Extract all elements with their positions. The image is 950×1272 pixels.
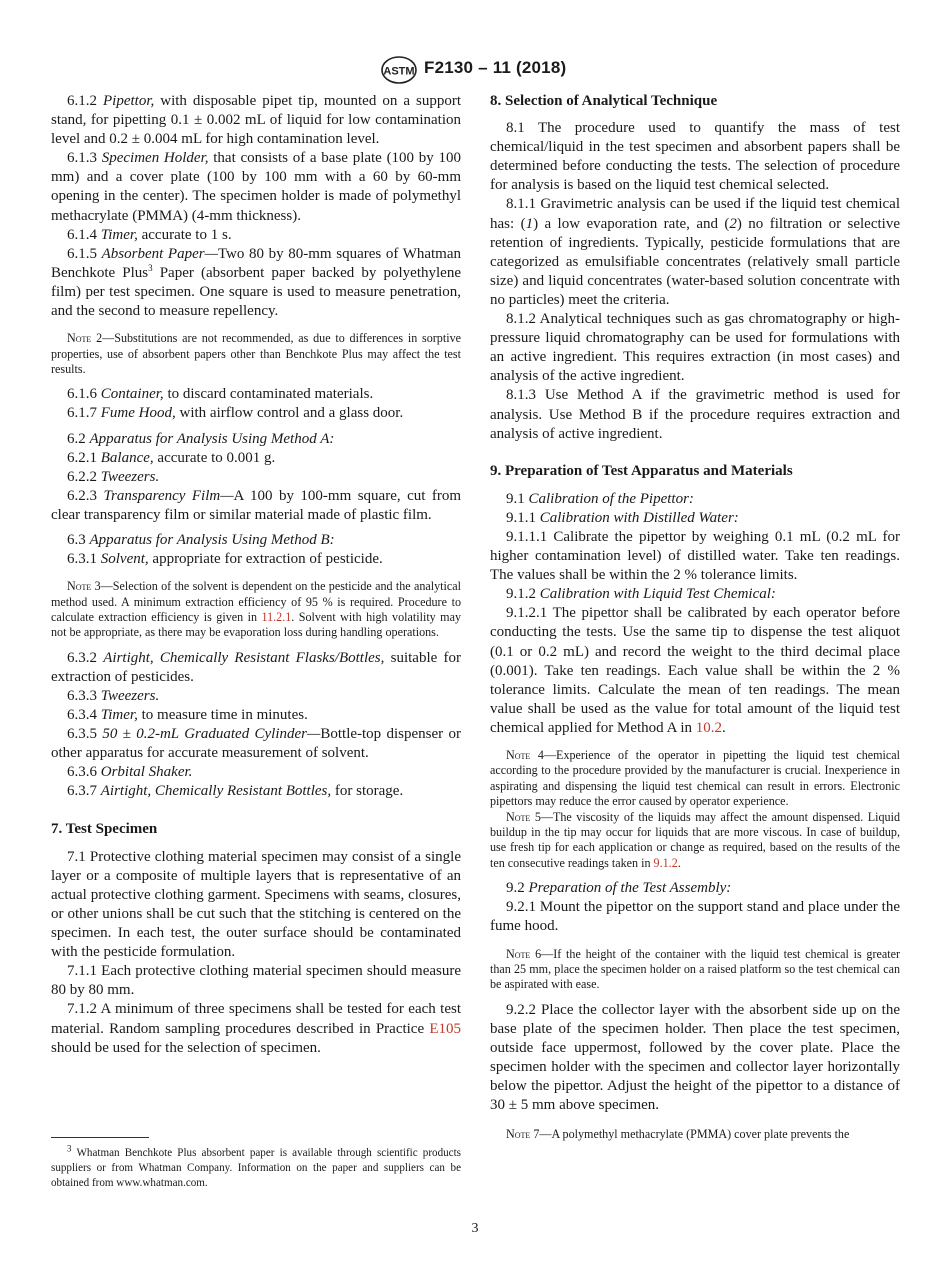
section-7-heading: 7. Test Specimen bbox=[51, 820, 158, 837]
para-6-2-3: 6.2.3 Transparency Film—A 100 by 100-mm square, cut from clear transparency film or similar material made of plastic film. bbox=[51, 487, 462, 523]
para-6-1-2: 6.1.2 Pipettor, with disposable pipet tip, mounted on a support stand, for pipetting 0.1 ± 0.002 mL of liquid for low contamination level and 0.2 ± 0.004 mL for high contamination level. bbox=[51, 93, 462, 148]
para-8-1: 8.1 The procedure used to quantify the mass of test chemical/liquid in the test specimen and absorbent papers shall be determined before conducting the tests. The selection of procedure for analysis is based on the liquid test chemical selected. bbox=[490, 120, 900, 194]
note-3: Note 3—Selection of the solvent is dependent on the pesticide and the analytical method used. A minimum extraction efficiency of 95 % is required. Procedure to calculate extraction efficiency is given in 11.2.1. Solvent with high volatility may not be appropriate, as there may be evaporation loss during handling operations. bbox=[51, 579, 461, 640]
para-6-3-6: 6.3.6 Orbital Shaker. bbox=[67, 764, 193, 781]
note-2: Note 2—Substitutions are not recommended, as due to differences in sorptive properties, use of absorbent papers other than Benchkote Plus may affect the test results. bbox=[51, 331, 461, 376]
note-7: Note 7—A polymethyl methacrylate (PMMA) cover plate prevents the bbox=[506, 1127, 850, 1142]
right-column bbox=[490, 92, 900, 1151]
para-6-1-6: 6.1.6 Container, to discard contaminated materials. bbox=[67, 386, 374, 403]
link-11-2-1[interactable]: 11.2.1 bbox=[261, 610, 292, 624]
para-9-1-2-1: 9.1.2.1 The pipettor shall be calibrated by each operator before conducting the tests. Use the same tip to dispense the test aliquot (0.1 or 0.2 mL) and record the weight to the third decimal place (0.001). Take ten readings. Each value shall be within the 2 % tolerance limits. Calculate the mean of ten readings. The mean value shall be used as the value for total amount of the liquid test chemical applied for Method A in 10.2. bbox=[490, 605, 900, 736]
link-9-1-2[interactable]: 9.1.2 bbox=[653, 855, 678, 870]
para-6-1-4: 6.1.4 Timer, accurate to 1 s. bbox=[67, 226, 232, 243]
para-6-1-5: 6.1.5 Absorbent Paper—Two 80 by 80-mm squares of Whatman Benchkote Plus$^3$ Paper (absorbent paper backed by polyethylene film) per test specimen. One square is used to measure penetration, and the second to measure repellency. bbox=[51, 245, 462, 320]
para-6-3-5: 6.3.5 50 ± 0.2-mL Graduated Cylinder—Bottle-top dispenser or other apparatus for accurate measurement of solvent. bbox=[51, 726, 461, 762]
para-9-2-1: 9.2.1 Mount the pipettor on the support stand and place under the fume hood. bbox=[490, 899, 900, 935]
section-9-heading: 9. Preparation of Test Apparatus and Materials bbox=[490, 462, 793, 479]
para-6-3: 6.3 Apparatus for Analysis Using Method B: bbox=[67, 532, 335, 548]
para-6-3-2: 6.3.2 Airtight, Chemically Resistant Flasks/Bottles, suitable for extraction of pesticides. bbox=[51, 649, 461, 685]
page-number: 3 bbox=[471, 1221, 479, 1236]
para-6-2-1: 6.2.1 Balance, accurate to 0.001 g. bbox=[67, 449, 276, 466]
para-6-1-7: 6.1.7 Fume Hood, with airflow control and a glass door. bbox=[67, 405, 404, 422]
para-7-1-2: 7.1.2 A minimum of three specimens shall be tested for each test material. Random sampling procedures described in Practice E105 should be used for the selection of specimen. bbox=[51, 1001, 461, 1056]
section-8-heading: 8. Selection of Analytical Technique bbox=[490, 93, 718, 109]
footnote-ref: 3 bbox=[148, 262, 153, 273]
para-9-1-2: 9.1.2 Calibration with Liquid Test Chemical: bbox=[506, 586, 776, 603]
note-6: Note 6—If the height of the container with the liquid test chemical is greater than 25 mm, place the specimen holder on a raised platform so the test chemical can be aspirated with ease. bbox=[490, 946, 900, 992]
para-9-1-1-1: 9.1.1.1 Calibrate the pipettor by weighing 0.1 mL (0.2 mL for higher contamination level) of distilled water. Take ten readings. The values shall be within the 2 % tolerance limits. bbox=[490, 528, 900, 584]
para-6-3-1: 6.3.1 Solvent, appropriate for extraction of pesticide. bbox=[67, 551, 383, 568]
para-6-3-7: 6.3.7 Airtight, Chemically Resistant Bottles, for storage. bbox=[67, 783, 404, 800]
astm-logo-icon bbox=[381, 56, 417, 84]
left-column bbox=[51, 92, 461, 1058]
svg-text:ASTM: ASTM bbox=[383, 65, 415, 78]
para-7-1-1: 7.1.1 Each protective clothing material specimen should measure 80 by 80 mm. bbox=[51, 963, 461, 999]
note-4: Note 4—Experience of the operator in pipetting the liquid test chemical according to the procedure provided by the manufacturer is crucial. Inexperience in aspirating and dispensing the liquid test chemical can result in errors. Electronic pipettors may reduce the error caused by operator experience. bbox=[490, 748, 900, 809]
footnote-3: $^3$ Whatman Benchkote Plus absorbent paper is available through scientific products suppliers or from Whatman Company. Information on the paper and suppliers can be obtained from www.whatman.com. bbox=[51, 1143, 461, 1189]
para-6-1-3: 6.1.3 Specimen Holder, that consists of a base plate (100 by 100 mm) and a cover plate (100 by 100 mm with a 60 by 60-mm opening in the center). The specimen holder is made of polymethyl methacrylate (PMMA) (4-mm thickness). bbox=[51, 150, 462, 224]
para-8-1-1: 8.1.1 Gravimetric analysis can be used if the liquid test chemical has: (1) a low evaporation rate, and (2) no filtration or selective retention of ingredients. Typically, pesticide formulations that are categorized as emulsifiable concentrates (relatively small particle size) and liquid concentrates (water-based solution concentrate with no particles) meet the criteria. bbox=[490, 196, 900, 308]
para-9-2-2: 9.2.2 Place the collector layer with the absorbent side up on the base plate of the specimen holder. Then place the test specimen, outside face uppermost, followed by the cover plate. Place the specimen holder with the specimen and collector layer horizontally below the pipettor. Adjust the height of the pipettor to a distance of 30 ± 5 mm above specimen. bbox=[490, 1001, 900, 1114]
page-header bbox=[0, 56, 950, 84]
note-5: Note 5—The viscosity of the liquids may affect the amount dispensed. Liquid buildup in the tip may occur for liquids that are more viscous. In case of buildup, use fresh tip for each application or change as required, based on the results of the ten consecutive readings taken in 9.1.2. bbox=[490, 809, 900, 870]
para-7-1: 7.1 Protective clothing material specimen may consist of a single layer or a composite of multiple layers that is representative of an actual protective clothing garment. Specimens with seams, closures, or other unions shall be cut such that the stitching is centered on the specimen. In each test, the outer surface should be contaminated with the pesticide formulation. bbox=[51, 848, 461, 961]
footnote-divider bbox=[51, 1137, 149, 1138]
para-8-1-2: 8.1.2 Analytical techniques such as gas chromatography or high-pressure liquid chromatography can be used for formulations with an active ingredient. This requires extraction (in most cases) and analysis of the active ingredient. bbox=[490, 311, 900, 385]
para-9-2: 9.2 Preparation of the Test Assembly: bbox=[506, 880, 732, 897]
para-9-1-1: 9.1.1 Calibration with Distilled Water: bbox=[506, 509, 739, 526]
para-6-3-4: 6.3.4 Timer, to measure time in minutes. bbox=[67, 707, 308, 724]
para-8-1-3: 8.1.3 Use Method A if the gravimetric method is used for analysis. Use Method B if the procedure requires extraction and analysis of active ingredient. bbox=[490, 387, 900, 442]
link-10-2[interactable]: 10.2 bbox=[695, 719, 723, 736]
link-e105[interactable]: E105 bbox=[429, 1020, 461, 1037]
document-id: F2130 – 11 (2018) bbox=[424, 58, 567, 77]
para-9-1: 9.1 Calibration of the Pipettor: bbox=[506, 490, 694, 507]
para-6-3-3: 6.3.3 Tweezers. bbox=[67, 688, 160, 704]
para-6-2: 6.2 Apparatus for Analysis Using Method A: bbox=[67, 430, 335, 447]
para-6-2-2: 6.2.2 Tweezers. bbox=[67, 468, 160, 485]
